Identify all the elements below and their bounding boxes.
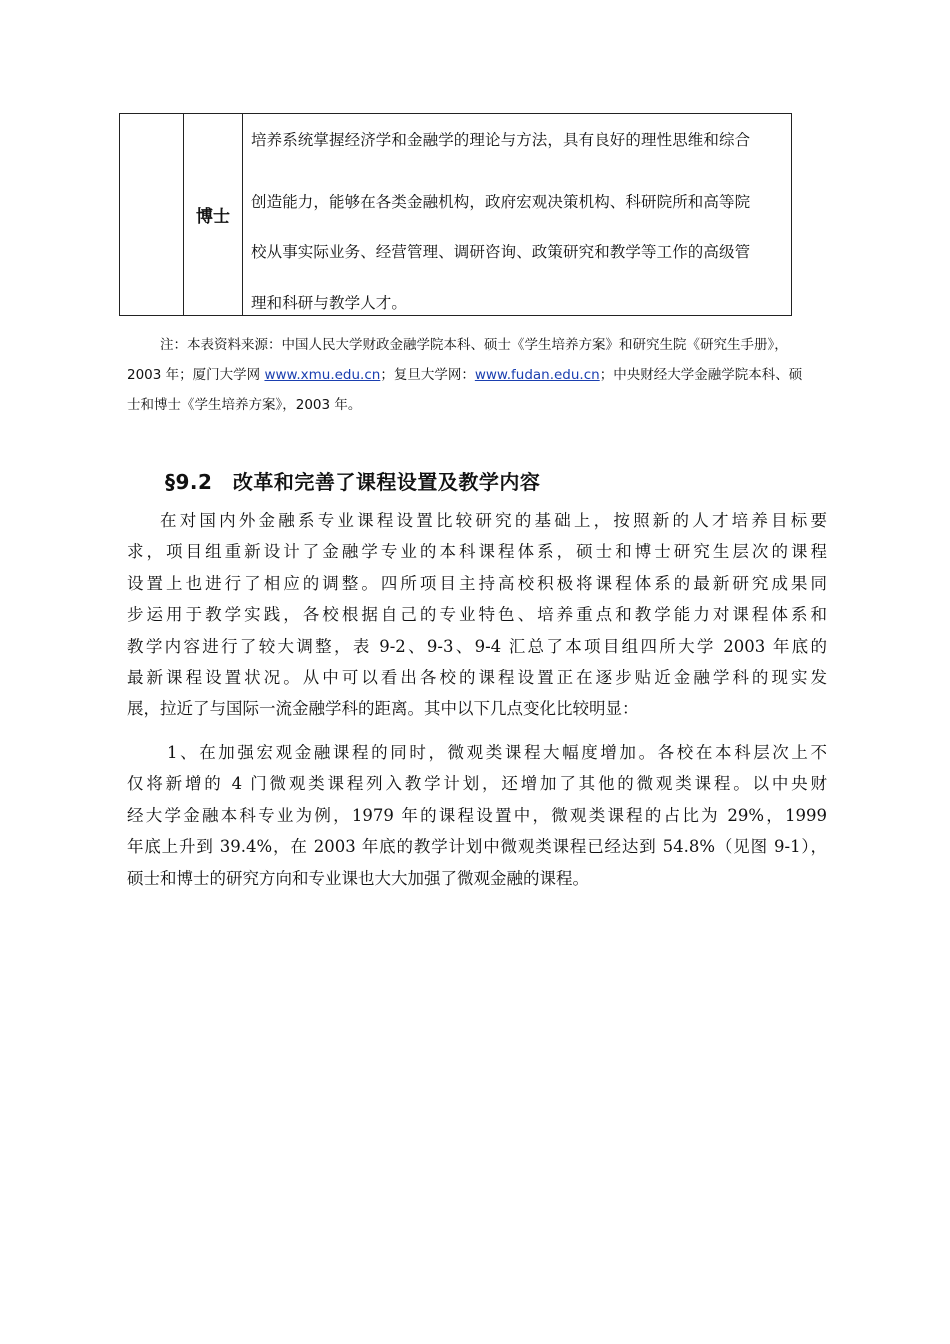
paragraph-line: 仅将新增的 4 门微观类课程列入教学计划，还增加了其他的微观类课程。以中央财 — [127, 774, 827, 794]
xmu-link[interactable]: www.xmu.edu.cn — [264, 367, 381, 383]
table-source-note — [127, 330, 827, 420]
degree-table — [119, 113, 792, 316]
paragraph-line: 展，拉近了与国际一流金融学科的距离。其中以下几点变化比较明显： — [127, 699, 639, 719]
paragraph-line: 年底上升到 39.4%，在 2003 年底的教学计划中微观类课程已经达到 54.8%（见图 9-1）， — [127, 837, 827, 857]
paragraph-line: 经大学金融本科专业为例，1979 年的课程设置中，微观类课程的占比为 29%，1999 — [127, 805, 827, 825]
note-text: 2003 年；厦门大学网 — [127, 367, 265, 383]
note-line: 士和博士《学生培养方案》，2003 年。 — [127, 397, 362, 413]
degree-label-cell: 博士 — [184, 114, 243, 315]
body-paragraph — [127, 737, 827, 894]
description-line: 校从事实际业务、经营管理、调研咨询、政策研究和教学等工作的高级管 — [251, 243, 751, 261]
description-line: 理和科研与教学人才。 — [251, 293, 408, 312]
note-text: ；复旦大学网： — [380, 367, 475, 383]
paragraph-line: 设置上也进行了相应的调整。四所项目主持高校积极将课程体系的最新研究成果同 — [127, 573, 827, 593]
description-line: 培养系统掌握经济学和金融学的理论与方法，具有良好的理性思维和综合 — [251, 131, 751, 149]
paragraph-line: 最新课程设置状况。从中可以看出各校的课程设置正在逐步贴近金融学科的现实发 — [127, 667, 827, 687]
description-line: 创造能力，能够在各类金融机构，政府宏观决策机构、科研院所和高等院 — [251, 192, 751, 211]
note-text: ；中央财经大学金融学院本科、硕 — [599, 367, 803, 383]
table-empty-cell — [120, 114, 184, 315]
section-heading: §9.2 改革和完善了课程设置及教学内容 — [165, 470, 541, 494]
paragraph-line: 硕士和博士的研究方向和专业课也大大加强了微观金融的课程。 — [127, 868, 589, 888]
fudan-link[interactable]: www.fudan.edu.cn — [474, 367, 600, 383]
note-line: 注：本表资料来源：中国人民大学财政金融学院本科、硕士《学生培养方案》和研究生院《研究生手册》， — [160, 337, 788, 353]
note-line — [127, 360, 827, 390]
paragraph-line: 在对国内外金融系专业课程设置比较研究的基础上，按照新的人才培养目标要 — [160, 511, 827, 530]
body-paragraph — [127, 505, 827, 725]
paragraph-line: 1、在加强宏观金融课程的同时，微观类课程大幅度增加。各校在本科层次上不 — [167, 743, 827, 762]
paragraph-line: 教学内容进行了较大调整，表 9-2、9-3、9-4 汇总了本项目组四所大学 2003 年底的 — [127, 636, 827, 656]
paragraph-line: 求，项目组重新设计了金融学专业的本科课程体系，硕士和博士研究生层次的课程 — [127, 542, 827, 562]
paragraph-line: 步运用于教学实践，各校根据自己的专业特色、培养重点和教学能力对课程体系和 — [127, 605, 827, 625]
degree-description-cell — [243, 114, 791, 315]
